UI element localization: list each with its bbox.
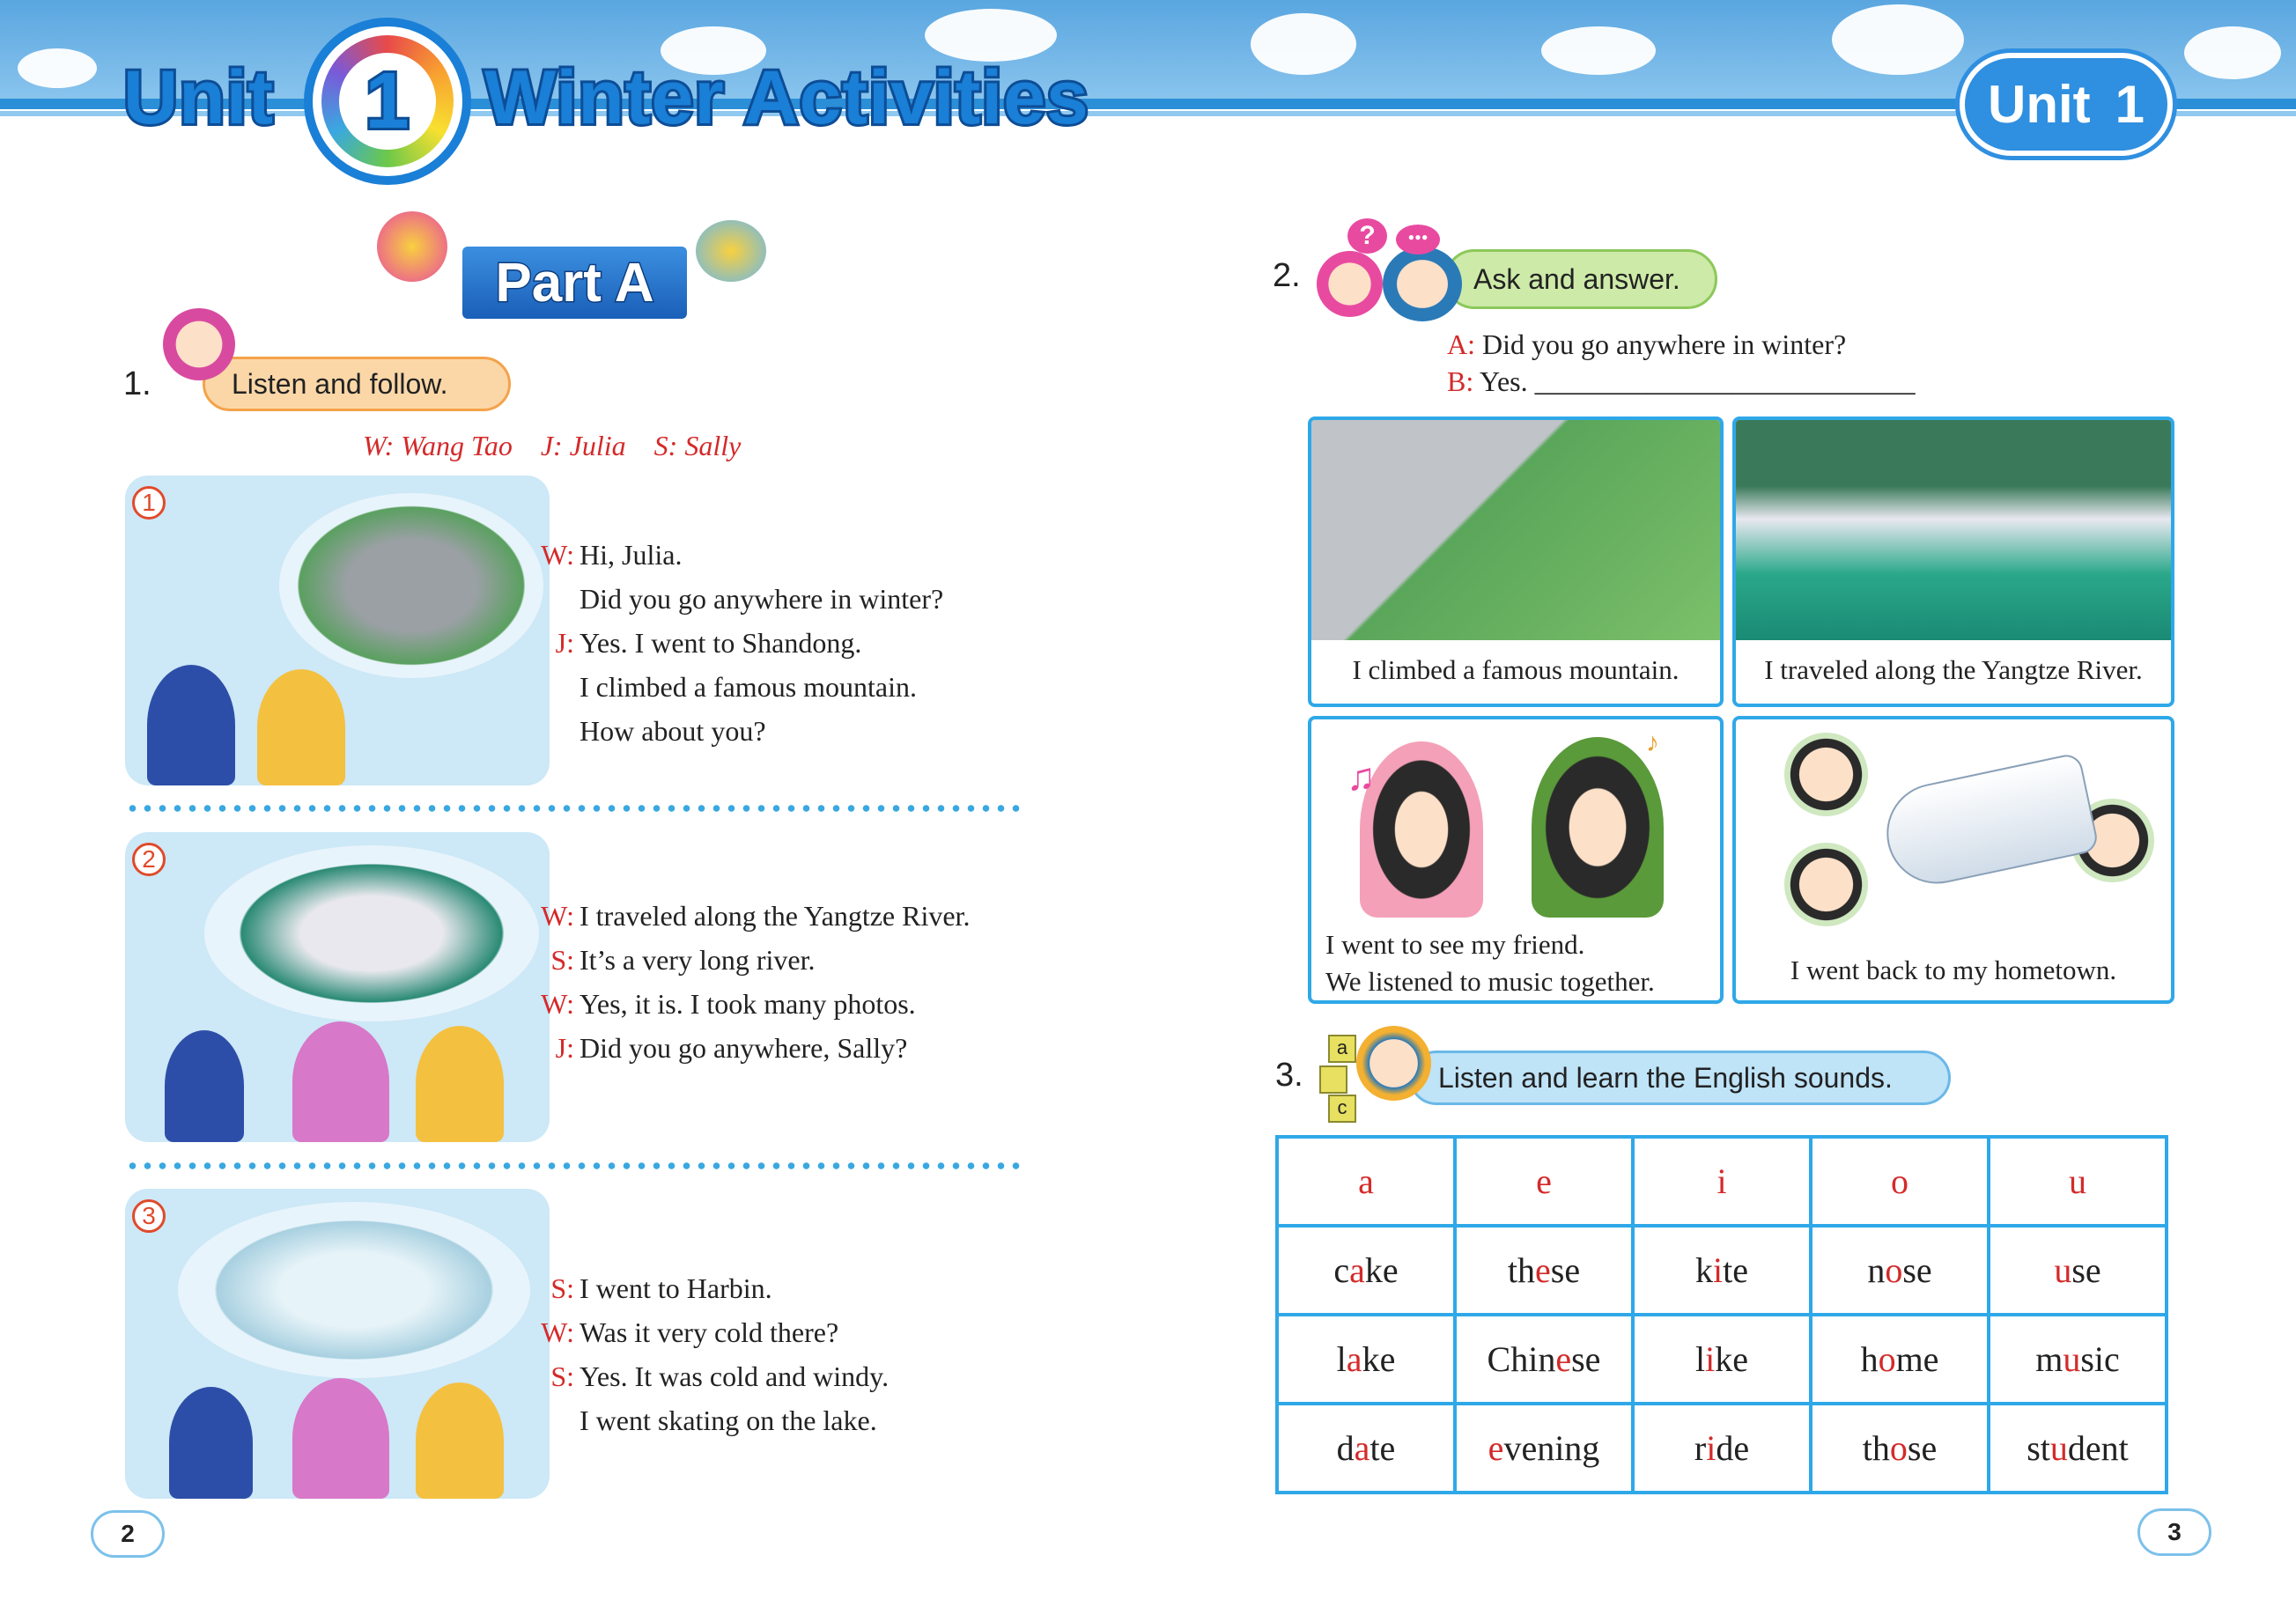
- speaker-label: S:: [550, 1272, 574, 1304]
- cloud-icon: [2184, 26, 2281, 79]
- corner-unit-badge: [1960, 53, 2173, 156]
- dialog-block: [528, 1266, 889, 1442]
- line-text: Yes. I went to Shandong.: [580, 627, 862, 659]
- vowel-cell: a: [1277, 1137, 1455, 1226]
- speaker-label: J:: [555, 1032, 574, 1064]
- mountain-illustration: [279, 493, 543, 678]
- word-cell: use: [1989, 1226, 2167, 1315]
- speaker-label: B:: [1447, 365, 1474, 397]
- vowel-cell: o: [1811, 1137, 1989, 1226]
- line-text: Was it very cold there?: [580, 1316, 839, 1348]
- page-title: Winter Activities: [484, 55, 1089, 140]
- music-note-icon: ♫: [1347, 756, 1376, 799]
- girl-question-icon: [1317, 251, 1383, 317]
- line-text: I went to Harbin.: [580, 1272, 772, 1304]
- word-cell: lake: [1277, 1315, 1455, 1404]
- speaker-label: S:: [550, 1360, 574, 1392]
- scene-number: 1: [132, 486, 166, 520]
- dialog-block: [528, 894, 970, 1070]
- word-cell: like: [1633, 1315, 1811, 1404]
- vowel-cell: e: [1455, 1137, 1633, 1226]
- picture-card: [1308, 716, 1724, 1004]
- section-number: 3.: [1275, 1057, 1303, 1094]
- dialog-line: [528, 1398, 889, 1442]
- boy-headphones-icon: [1356, 1026, 1431, 1101]
- airplane-icon: [1878, 752, 2100, 893]
- bird-icon: [696, 220, 766, 282]
- answer-blank: Yes. ___________________________: [1480, 365, 1916, 397]
- caption-line: We listened to music together.: [1325, 966, 1655, 997]
- line-text: I climbed a famous mountain.: [580, 671, 918, 703]
- scene-image: [125, 832, 550, 1142]
- cloud-icon: [1832, 4, 1964, 75]
- line-text: Did you go anywhere, Sally?: [580, 1032, 908, 1064]
- hometown-plane-illustration: [1736, 719, 2171, 953]
- girl-character: [257, 669, 345, 785]
- qa-block: [1447, 326, 1916, 400]
- boy-headphones-icon: [1383, 247, 1462, 321]
- word-cell: those: [1811, 1404, 1989, 1493]
- boy-character: [165, 1030, 244, 1142]
- dialog-block: [528, 533, 943, 753]
- word-cell: home: [1811, 1315, 1989, 1404]
- sounds-table: [1275, 1135, 2168, 1494]
- corner-unit-number: 1: [2115, 75, 2145, 134]
- line-text: Yes, it is. I took many photos.: [580, 988, 916, 1020]
- dialog-line: [528, 1354, 889, 1398]
- sally-character: [292, 1021, 389, 1142]
- dialog-line: [528, 621, 943, 665]
- word-row: [1277, 1315, 2167, 1404]
- dialog-line: [528, 709, 943, 753]
- line-text: I traveled along the Yangtze River.: [580, 900, 971, 932]
- scene-number: 2: [132, 843, 166, 876]
- boy-portrait: [1784, 733, 1868, 816]
- vowel-header-row: [1277, 1137, 2167, 1226]
- section-instruction: Listen and follow.: [203, 357, 511, 411]
- part-label: Part A: [462, 247, 687, 319]
- cloud-icon: [1541, 26, 1656, 75]
- bird-icon: [377, 211, 447, 282]
- line-text: Hi, Julia.: [580, 539, 683, 571]
- speaker-label: J:: [555, 627, 574, 659]
- dialog-line: [528, 938, 970, 982]
- cloud-icon: [18, 48, 97, 88]
- cloud-icon: [925, 9, 1057, 62]
- word-cell: kite: [1633, 1226, 1811, 1315]
- word-cell: student: [1989, 1404, 2167, 1493]
- girl-character: [416, 1026, 504, 1142]
- word-cell: Chinese: [1455, 1315, 1633, 1404]
- picture-card: [1732, 716, 2174, 1004]
- rainbow-ring-icon: [321, 35, 454, 167]
- unit-number-badge: [304, 18, 471, 185]
- letter-block-icon: a: [1328, 1035, 1356, 1063]
- corner-unit-label: Unit: [1987, 75, 2091, 134]
- speaker-label: S:: [550, 944, 574, 976]
- speech-bubble-icon: •••: [1396, 225, 1440, 254]
- unit-label: Unit: [123, 55, 275, 140]
- line-text: I went skating on the lake.: [580, 1405, 877, 1436]
- word-cell: these: [1455, 1226, 1633, 1315]
- music-note-icon: ♪: [1646, 728, 1659, 757]
- vowel-cell: u: [1989, 1137, 2167, 1226]
- scene-image: [125, 1189, 550, 1499]
- picture-card: [1308, 417, 1724, 707]
- speaker-label: W:: [541, 900, 574, 932]
- dialog-line: [528, 982, 970, 1026]
- speaker-label: W:: [541, 539, 574, 571]
- word-row: [1277, 1404, 2167, 1493]
- word-cell: date: [1277, 1404, 1455, 1493]
- line-text: Yes. It was cold and windy.: [580, 1360, 890, 1392]
- girl-headphones-icon: [163, 308, 235, 380]
- card-caption: I climbed a famous mountain.: [1352, 654, 1680, 685]
- line-text: It’s a very long river.: [580, 944, 816, 976]
- dialog-line: [528, 533, 943, 577]
- dialog-line: [528, 1310, 889, 1354]
- girl-character: [416, 1382, 504, 1499]
- word-cell: nose: [1811, 1226, 1989, 1315]
- word-cell: cake: [1277, 1226, 1455, 1315]
- line-text: Did you go anywhere in winter?: [580, 583, 944, 615]
- skating-lake-illustration: [178, 1202, 530, 1378]
- speaker-label: A:: [1447, 328, 1475, 360]
- line-text: How about you?: [580, 715, 766, 747]
- section-instruction: Listen and learn the English sounds.: [1409, 1051, 1951, 1105]
- dialog-line: [528, 577, 943, 621]
- scene-image: [125, 476, 550, 785]
- dotted-divider: [125, 1162, 1023, 1169]
- boat-river-illustration: [204, 845, 539, 1021]
- caption-line: I went to see my friend.: [1325, 929, 1585, 960]
- boy-portrait: [1784, 843, 1868, 926]
- cloud-icon: [1251, 13, 1356, 75]
- dialog-line: [528, 894, 970, 938]
- vowel-cell: i: [1633, 1137, 1811, 1226]
- page-number-right: 3: [2137, 1508, 2211, 1556]
- section-number: 1.: [123, 365, 151, 402]
- boy-character: [1532, 737, 1664, 918]
- word-cell: music: [1989, 1315, 2167, 1404]
- picture-card: [1732, 417, 2174, 707]
- letter-block-icon: c: [1328, 1095, 1356, 1123]
- mountain-climbing-illustration: [1311, 420, 1720, 640]
- section-instruction: Ask and answer.: [1444, 249, 1717, 309]
- card-caption: [1311, 926, 1720, 1000]
- line-text: Did you go anywhere in winter?: [1482, 328, 1847, 360]
- page-number-left: 2: [91, 1510, 165, 1558]
- river-boat-illustration: [1736, 420, 2171, 640]
- sally-character: [292, 1378, 389, 1499]
- word-cell: ride: [1633, 1404, 1811, 1493]
- question-bubble-icon: ?: [1347, 218, 1387, 254]
- cast-list: W: Wang Tao J: Julia S: Sally: [363, 430, 742, 461]
- card-caption: I traveled along the Yangtze River.: [1764, 654, 2143, 685]
- section-number: 2.: [1273, 257, 1301, 294]
- boy-character: [147, 665, 235, 785]
- music-friends-illustration: [1311, 719, 1720, 926]
- dotted-divider: [125, 805, 1023, 812]
- dialog-line: [528, 665, 943, 709]
- qa-line: [1447, 326, 1916, 363]
- scene-number: 3: [132, 1199, 166, 1233]
- unit-number: 1: [365, 56, 410, 145]
- girl-character: [1360, 741, 1483, 918]
- letter-block-icon: [1319, 1065, 1347, 1094]
- dialog-line: [528, 1026, 970, 1070]
- qa-line: [1447, 363, 1916, 400]
- word-row: [1277, 1226, 2167, 1315]
- dialog-line: [528, 1266, 889, 1310]
- card-caption: I went back to my hometown.: [1790, 955, 2117, 985]
- boy-character: [169, 1387, 253, 1499]
- speaker-label: W:: [541, 988, 574, 1020]
- word-cell: evening: [1455, 1404, 1633, 1493]
- speaker-label: W:: [541, 1316, 574, 1348]
